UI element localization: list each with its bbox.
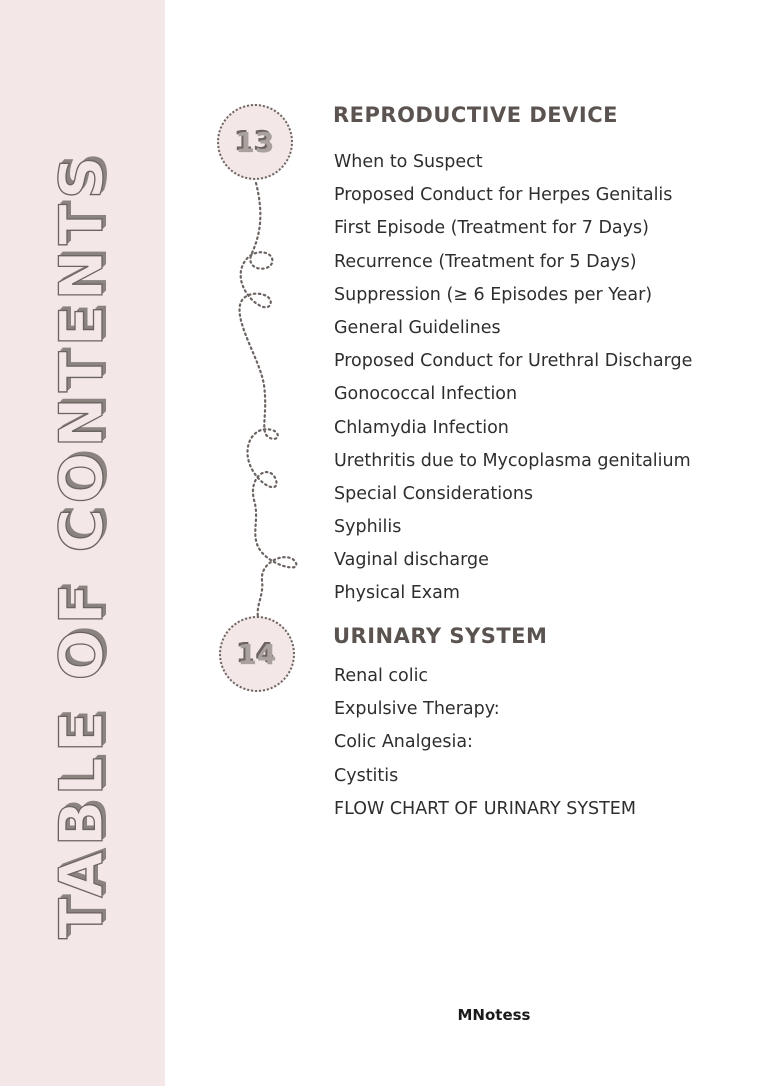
list-item[interactable]: FLOW CHART OF URINARY SYSTEM [334,798,636,819]
list-item[interactable]: Vaginal discharge [334,550,489,571]
list-item[interactable]: Proposed Conduct for Urethral Discharge [334,351,693,372]
list-item[interactable]: Gonococcal Infection [334,384,518,405]
section-13-number: 13 [235,125,275,159]
dotted-connector [220,175,310,625]
list-item[interactable]: Suppression (≥ 6 Episodes per Year) [334,284,653,305]
section-14-number: 14 [237,637,277,671]
list-item[interactable]: Urethritis due to Mycoplasma genitalium [334,450,691,471]
list-item[interactable]: First Episode (Treatment for 7 Days) [334,218,649,239]
list-item[interactable]: When to Suspect [334,152,483,172]
section-14-badge [219,616,295,692]
section-14-title: URINARY SYSTEM [333,624,548,648]
list-item[interactable]: Recurrence (Treatment for 5 Days) [334,251,637,272]
list-item[interactable]: Chlamydia Infection [334,417,509,438]
list-item[interactable]: Colic Analgesia: [334,732,473,753]
section-13-title: REPRODUCTIVE DEVICE [333,103,618,127]
list-item[interactable]: General Guidelines [334,317,501,338]
list-item[interactable]: Physical Exam [334,583,460,604]
list-item[interactable]: Proposed Conduct for Herpes Genitalis [334,185,673,206]
section-13-items [334,146,692,611]
section-14-items [334,660,636,826]
section-13-badge [217,104,293,180]
list-item[interactable]: Special Considerations [334,483,534,504]
list-item[interactable]: Syphilis [334,517,402,538]
sidebar [0,0,165,1086]
list-item[interactable]: Cystitis [334,765,399,786]
list-item[interactable]: Expulsive Therapy: [334,699,500,720]
footer-brand: MNotess [457,1006,531,1024]
table-of-contents-title: TABLE OF CONTENTS [47,151,117,939]
list-item[interactable]: Renal colic [334,666,429,686]
